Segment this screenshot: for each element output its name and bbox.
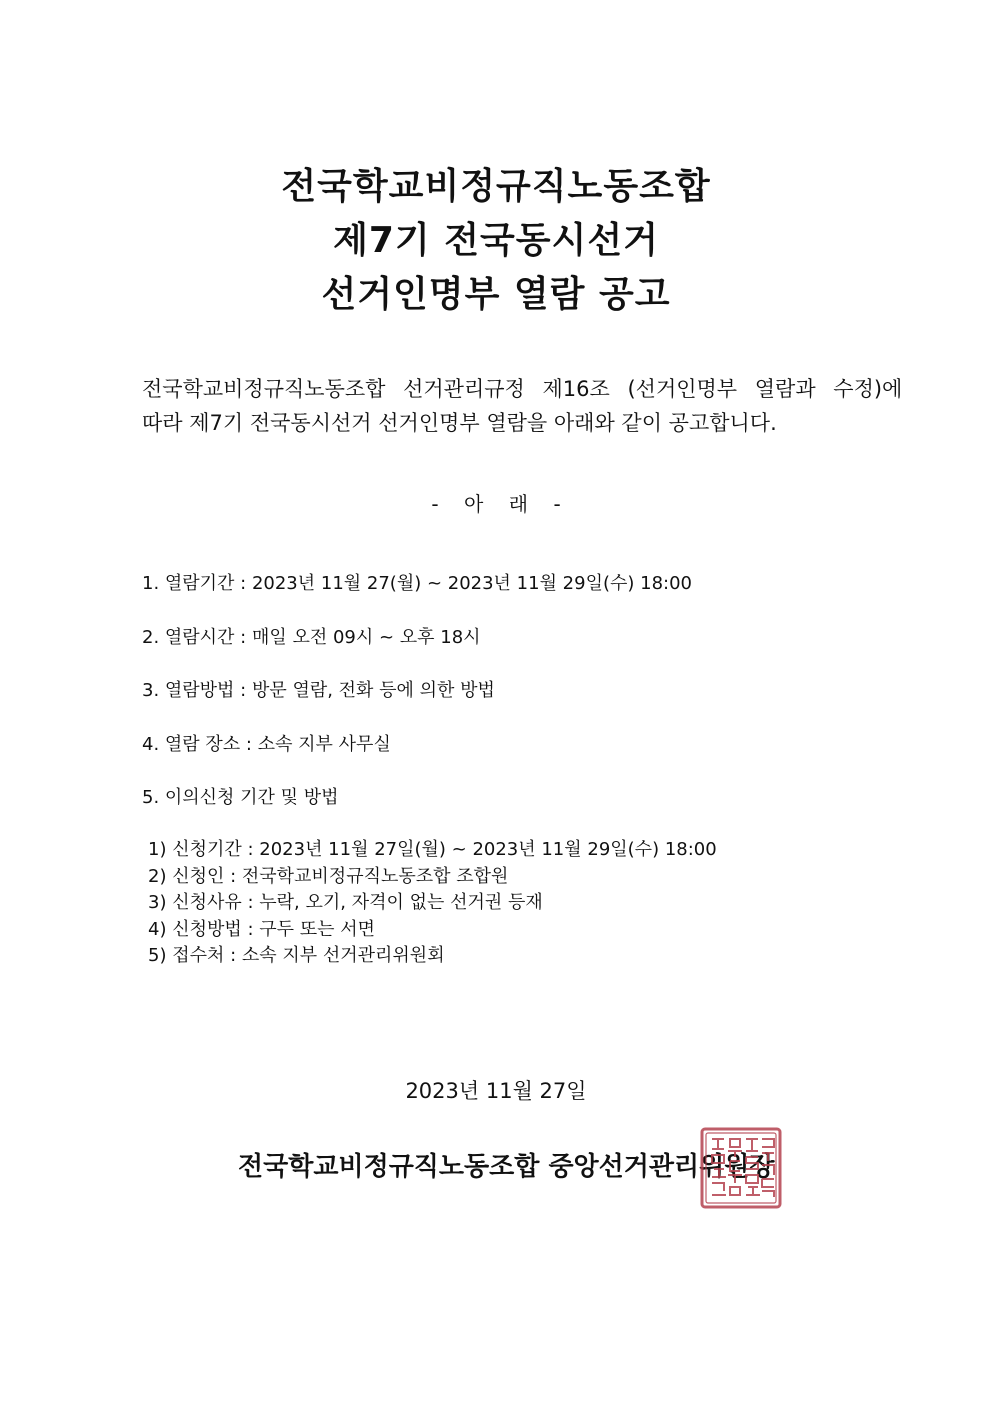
item-viewing-period: 1. 열람기간 : 2023년 11월 27(월) ~ 2023년 11월 29일(수) 18:00 [142,573,693,594]
title-line-notice: 선거인명부 열람 공고 [321,274,671,315]
intro-line-2: 따라 제7기 전국동시선거 선거인명부 열람을 아래와 같이 공고합니다. [142,411,777,435]
notice-title [0,160,992,322]
notice-items [142,570,862,838]
subitem-method: 4) 신청방법 : 구두 또는 서면 [148,918,376,940]
item-viewing-hours: 2. 열람시간 : 매일 오전 09시 ~ 오후 18시 [142,626,481,648]
subitem-reason: 3) 신청사유 : 누락, 오기, 자격이 없는 선거권 등재 [148,892,543,913]
item-viewing-method: 3. 열람방법 : 방문 열람, 전화 등에 의한 방법 [142,680,495,701]
official-seal-icon [700,1127,782,1209]
title-line-union: 전국학교비정규직노동조합 [281,166,711,207]
subitem-reception: 5) 접수처 : 소속 지부 선거관리위원회 [148,945,445,966]
intro-line-1: 전국학교비정규직노동조합 선거관리규정 제16조 (선거인명부 열람과 수정)에 [142,377,903,401]
objection-subitems [148,837,868,970]
title-line-election: 제7기 전국동시선거 [333,220,659,261]
notice-date: 2023년 11월 27일 [405,1079,587,1103]
signature-line: 전국학교비정규직노동조합 중앙선거관리위원장 [238,1152,775,1182]
item-objection: 5. 이의신청 기간 및 방법 [142,787,339,808]
intro-paragraph [142,372,903,440]
section-marker: - 아 래 - [431,492,561,516]
item-viewing-location: 4. 열람 장소 : 소속 지부 사무실 [142,733,391,755]
subitem-applicant: 2) 신청인 : 전국학교비정규직노동조합 조합원 [148,865,509,887]
subitem-application-period: 1) 신청기간 : 2023년 11월 27일(월) ~ 2023년 11월 29일(수) 18:00 [148,839,717,860]
